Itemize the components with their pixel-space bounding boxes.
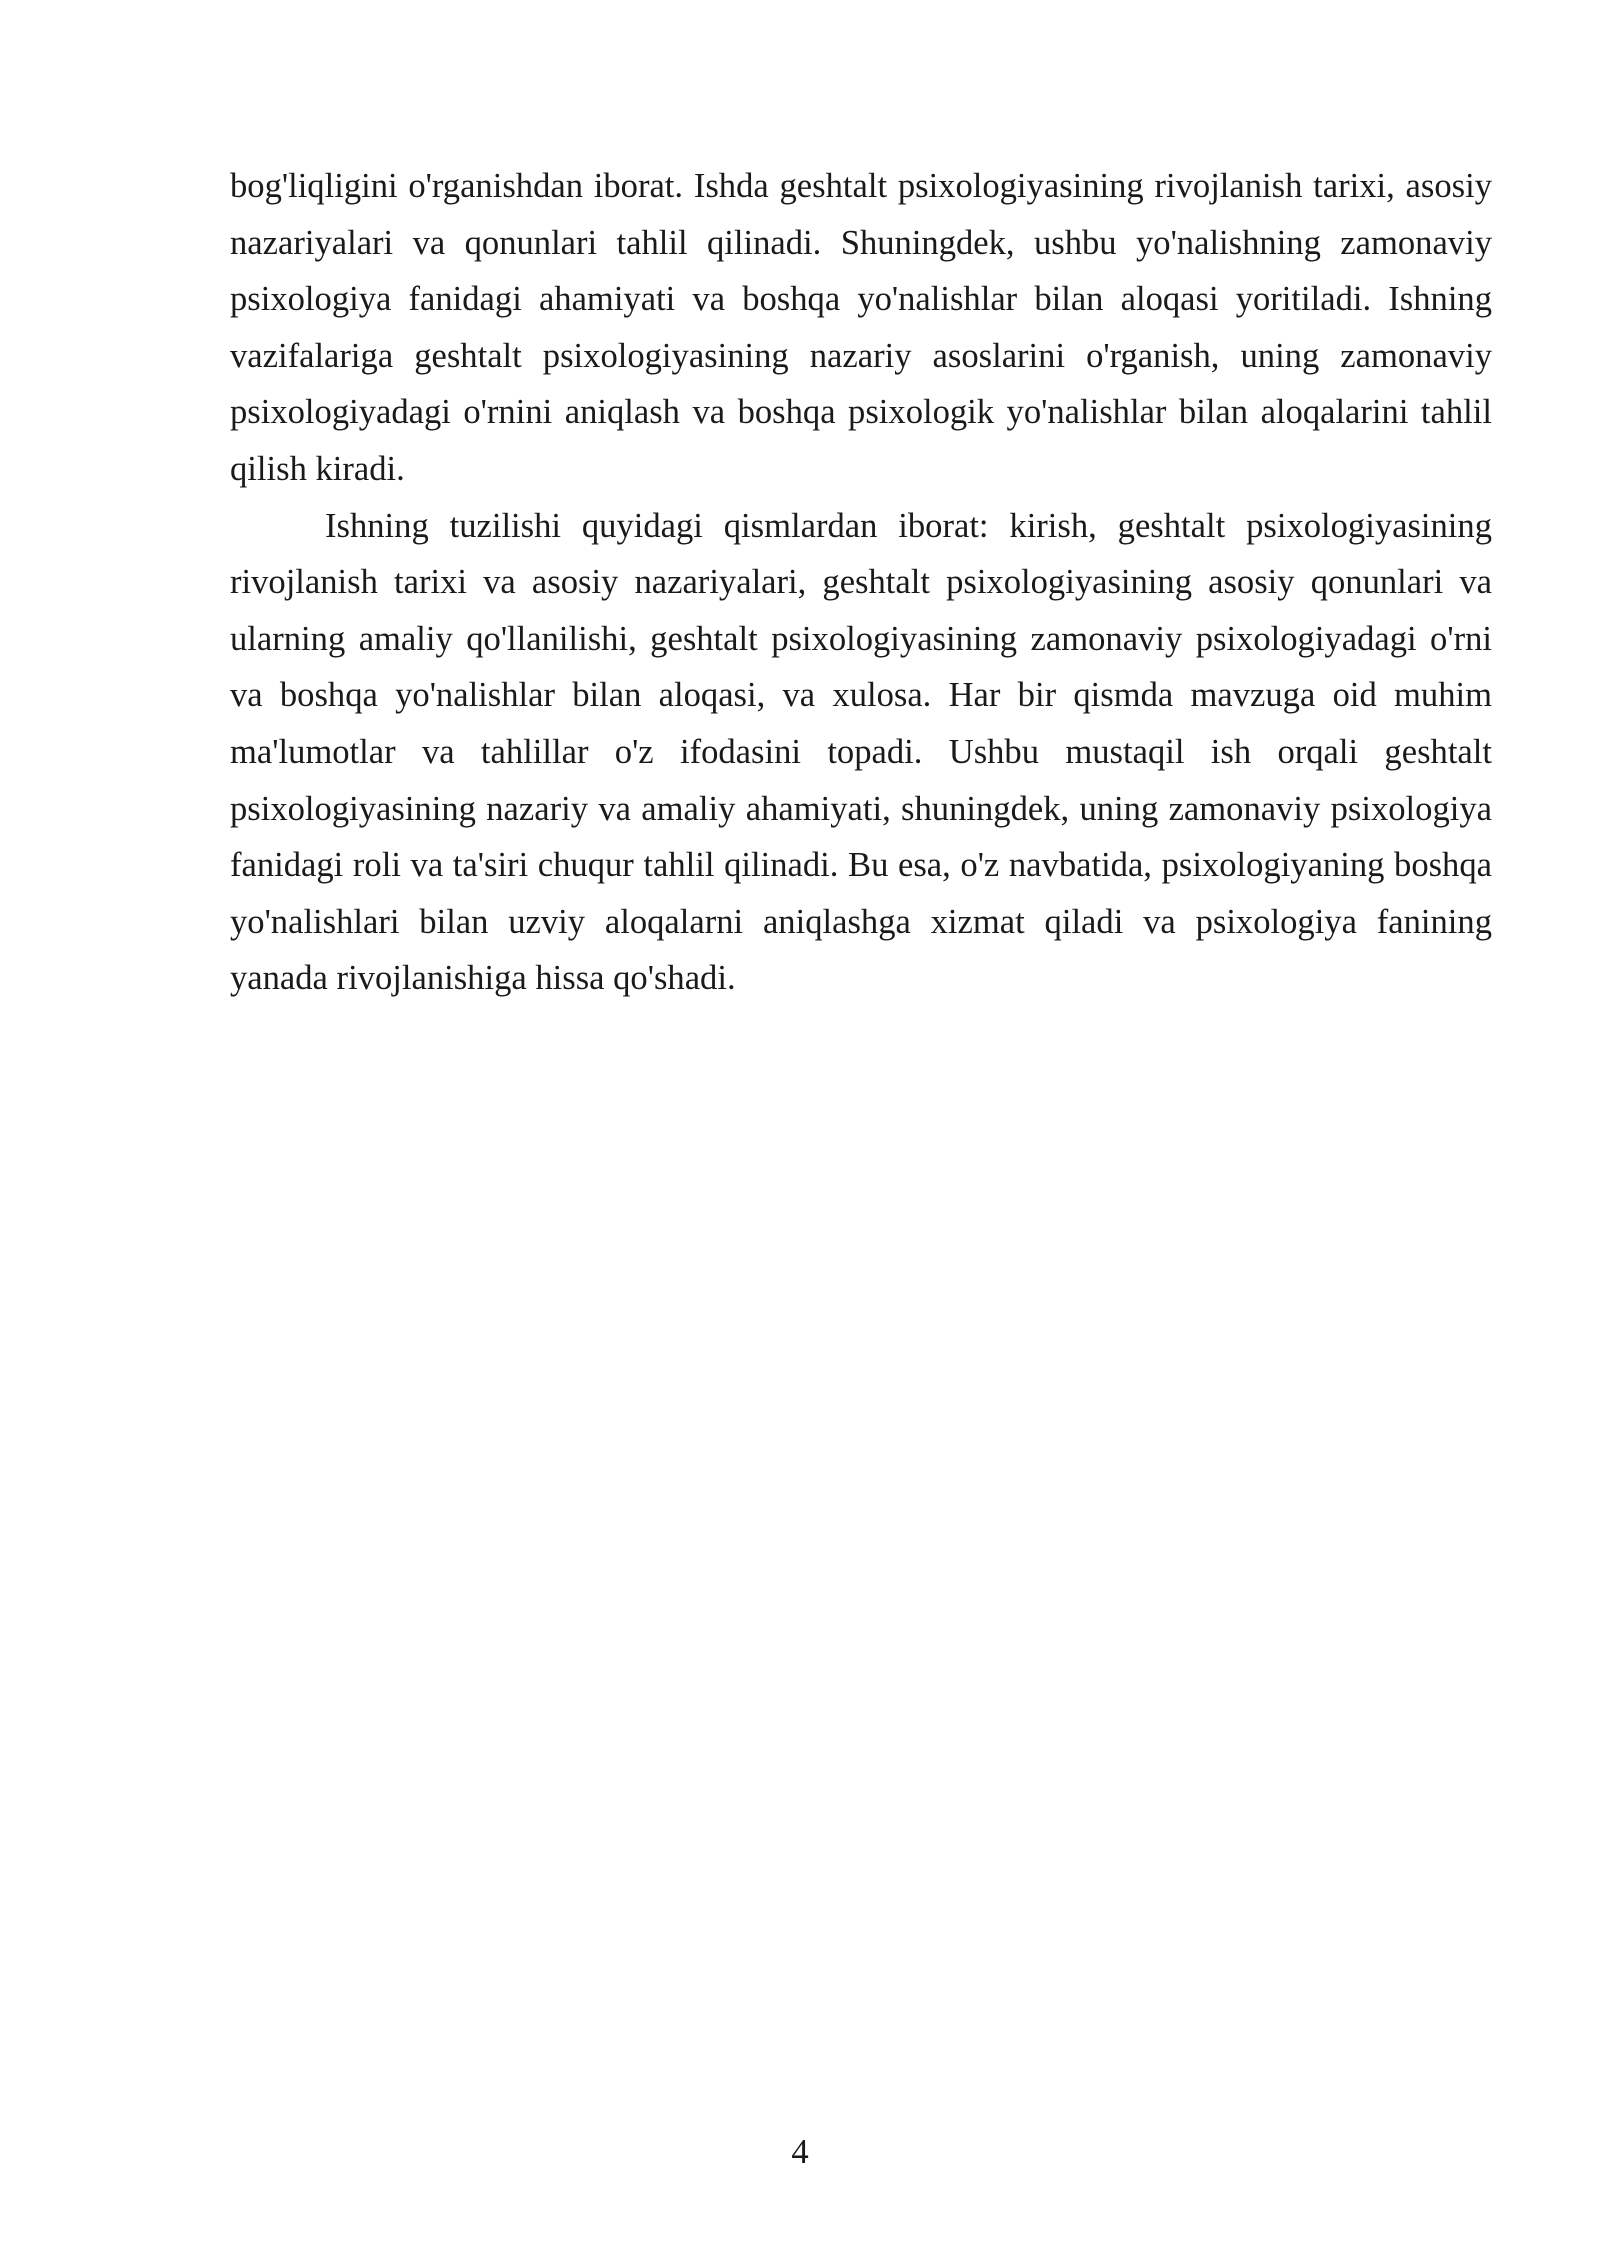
body-text xyxy=(230,158,1492,1007)
paragraph-2: Ishning tuzilishi quyidagi qismlardan iborat: kirish, geshtalt psixologiyasining rivojlanish tarixi va asosiy nazariyalari, geshtalt psixologiyasining asosiy qonunlari va ularning amaliy qo'llanilishi, geshtalt psixologiyasining zamonaviy psixologiyadagi o'rni va boshqa yo'nalishlar bilan aloqasi, va xulosa. Har bir qismda mavzuga oid muhim ma'lumotlar va tahlillar o'z ifodasini topadi. Ushbu mustaqil ish orqali geshtalt psixologiyasining nazariy va amaliy ahamiyati, shuningdek, uning zamonaviy psixologiya fanidagi roli va ta'siri chuqur tahlil qilinadi. Bu esa, o'z navbatida, psixologiyaning boshqa yo'nalishlari bilan uzviy aloqalarni aniqlashga xizmat qiladi va psixologiya fanining yanada rivojlanishiga hissa qo'shadi. xyxy=(230,506,1492,998)
page-number: 4 xyxy=(791,2133,809,2171)
paragraph-1: bog'liqligini o'rganishdan iborat. Ishda geshtalt psixologiyasining rivojlanish tarixi, asosiy nazariyalari va qonunlari tahlil qilinadi. Shuningdek, ushbu yo'nalishning zamonaviy psixologiya fanidagi ahamiyati va boshqa yo'nalishlar bilan aloqasi yoritiladi. Ishning vazifalariga geshtalt psixologiyasining nazariy asoslarini o'rganish, uning zamonaviy psixologiyadagi o'rnini aniqlash va boshqa psixologik yo'nalishlar bilan aloqalarini tahlil qilish kiradi. xyxy=(230,167,1492,488)
